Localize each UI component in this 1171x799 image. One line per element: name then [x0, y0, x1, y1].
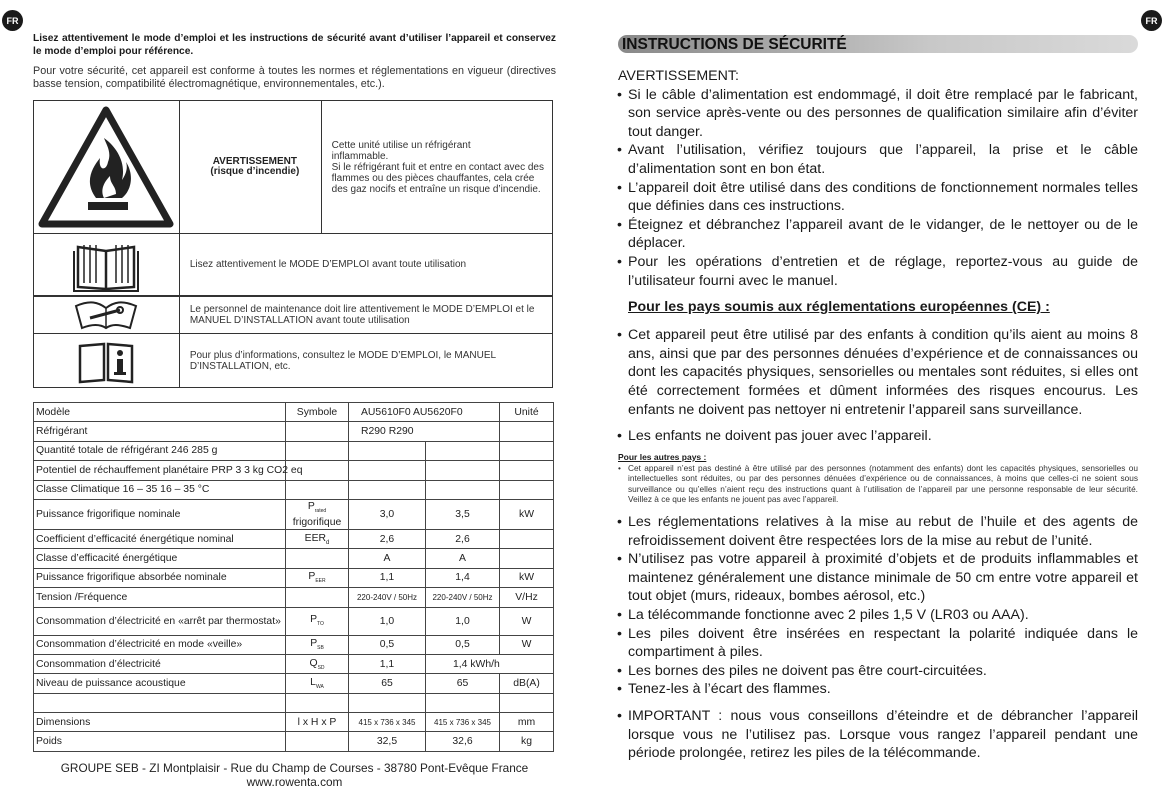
weight-value-1: 32,5 [349, 732, 426, 751]
absorbed-label: Puissance frigorifique absorbée nominale [34, 568, 286, 587]
warning-text-2: inflammable. [331, 150, 389, 162]
voltage-value-1: 220-240V / 50Hz [349, 588, 426, 607]
intro-bold-text: Lisez attentivement le mode d’emploi et les instructions de sécurité avant d’utiliser l’appareil et conservez le mode d’emploi pour référence. [33, 33, 556, 57]
dimensions-label: Dimensions [34, 713, 286, 732]
refrigerant-label: Réfrigérant [34, 422, 286, 441]
bullet-item: • Les piles doivent être insérées en respectant la polarité indiquée dans le compartiment à piles. [618, 625, 1138, 662]
spec-row-standby [34, 635, 554, 654]
bullet-item: • N’utilisez pas votre appareil à proximité d’objets et de produits inflammables et maintenez généralement une distance minimale de 50 cm entre votre appareil et tout objet (murs, rideaux, bombes aérosol, etc.) [618, 550, 1138, 606]
dimensions-unit: mm [500, 713, 554, 732]
maintenance-icon-cell [34, 296, 180, 334]
symbol-table [33, 100, 553, 388]
thermostat-label: Consommation d’électricité en «arrêt par thermostat» [34, 607, 286, 635]
thermostat-value-1: 1,0 [349, 607, 426, 635]
maintenance-text: Le personnel de maintenance doit lire attentivement le MODE D’EMPLOI et le MANUEL D’INSTALLATION avant toute utilisation [179, 296, 552, 334]
eer-symbol [286, 529, 349, 548]
bullet-item: • Les enfants ne doivent pas jouer avec l’appareil. [618, 427, 1138, 446]
dimensions-value-2: 415 x 736 x 345 [426, 713, 500, 732]
symbol-row-manual [34, 234, 553, 296]
consumption-symbol-main: Q [309, 657, 318, 669]
section-heading-bar [618, 35, 1138, 53]
eer-value-1: 2,6 [349, 529, 426, 548]
spec-row-dimensions [34, 713, 554, 732]
energy-class-label: Classe d’efficacité énergétique [34, 549, 286, 568]
spec-header-row [34, 403, 554, 422]
spec-row-blank [34, 693, 554, 712]
left-page [33, 33, 556, 752]
flame-warning-cell [34, 101, 180, 234]
footer [33, 761, 556, 789]
spec-row-voltage [34, 588, 554, 607]
cooling-symbol [286, 499, 349, 529]
absorbed-unit: kW [500, 568, 554, 587]
cooling-symbol-line2: frigorifique [292, 516, 342, 528]
flammable-warning-icon [34, 102, 178, 233]
eer-symbol-main: EER [304, 532, 327, 544]
absorbed-symbol [286, 568, 349, 587]
spec-row-energy-class [34, 549, 554, 568]
standby-symbol-main: P [310, 638, 318, 650]
refrigerant-value: R290 R290 [349, 422, 500, 441]
info-text: Pour plus d’informations, consultez le MODE D’EMPLOI, le MANUEL D’INSTALLATION, etc. [179, 334, 552, 388]
absorbed-symbol-main: P [308, 571, 316, 583]
cooling-unit: kW [500, 499, 554, 529]
noise-label: Niveau de puissance acoustique [34, 674, 286, 693]
intro-text: Pour votre sécurité, cet appareil est conforme à toutes les normes et réglementations en vigueur (directives basse tension, compatibilité électromagnétique, environnementales, etc.). [33, 65, 556, 90]
eer-value-2: 2,6 [426, 529, 500, 548]
header-symbol: Symbole [286, 403, 349, 422]
dimensions-value-1: 415 x 736 x 345 [349, 713, 426, 732]
bullet-item: • Si le câble d’alimentation est endommagé, il doit être remplacé par le fabricant, son service après-vente ou des personnes de qualification similaire afin d’éviter tout danger. [618, 86, 1138, 142]
info-book-icon [34, 336, 178, 386]
language-badge-left: FR [2, 10, 23, 31]
standby-value-1: 0,5 [349, 635, 426, 654]
thermostat-unit: W [500, 607, 554, 635]
noise-value-2: 65 [426, 674, 500, 693]
warning-label: AVERTISSEMENT: [618, 68, 739, 84]
noise-value-1: 65 [349, 674, 426, 693]
spec-row-thermostat [34, 607, 554, 635]
consumption-symbol [286, 654, 349, 673]
voltage-label: Tension /Fréquence [34, 588, 286, 607]
energy-class-value-1: A [349, 549, 426, 568]
symbol-row-info [34, 334, 553, 388]
other-countries-text: • Cet appareil n’est pas destiné à être utilisé par des personnes (notamment des enfants) dont les capacités physiques, sensorielles ou intellectuelles sont réduites, ou par des personnes dénuées d’expérience ou de connaissances, à moins que celles-ci ne soient sous surveillance ou qu’elles n’aient reçu des instructions quant à l’utilisation de l’appareil par une personne responsable de leur sécurité. Veillez à ce que les enfants ne jouent pas avec l’appareil. [618, 463, 1138, 505]
warning-text-3: Si le réfrigérant fuit et entre en contact avec des flammes ou des pièces chauffantes, cela crée des gaz nocifs et entraîne un risque d’incendie. [331, 161, 544, 195]
book-icon [34, 235, 178, 293]
spec-row-noise [34, 674, 554, 693]
warning-subtitle: (risque d’incendie) [210, 166, 300, 177]
spec-row-cooling [34, 499, 554, 529]
spec-row-refrigerant [34, 422, 554, 441]
info-icon-cell [34, 334, 180, 388]
warning-title-cell [179, 101, 321, 234]
bullet-item: • Pour les opérations d’entretien et de réglage, reportez-vous au guide de l’utilisateur fourni avec le manuel. [618, 253, 1138, 290]
voltage-unit: V/Hz [500, 588, 554, 607]
important-note: • IMPORTANT : nous vous conseillons d’éteindre et de débrancher l’appareil lorsque vous ne l’utilisez pas. Lorsque vous rangez l’appareil pendant une période prolongée, retirez les piles de la télécommande. [618, 707, 1138, 763]
manual-text: Lisez attentivement le MODE D’EMPLOI avant toute utilisation [179, 234, 552, 296]
warning-text-cell [321, 101, 552, 234]
bullet-item: • Avant l’utilisation, vérifiez toujours que l’appareil, la prise et le câble d’alimentation sont en bon état. [618, 141, 1138, 178]
eer-label: Coefficient d’efficacité énergétique nominal [34, 529, 286, 548]
weight-unit: kg [500, 732, 554, 751]
standby-symbol [286, 635, 349, 654]
spec-table [33, 402, 554, 752]
noise-unit: dB(A) [500, 674, 554, 693]
bullet-item: • Les réglementations relatives à la mise au rebut de l’huile et des agents de refroidissement doivent être respectées lors de la mise au rebut de l’unité. [618, 513, 1138, 550]
bullet-item: • Tenez-les à l’écart des flammes. [618, 680, 1138, 699]
bullet-item: • L’appareil doit être utilisé dans des conditions de fonctionnement normales telles que définies dans ces instructions. [618, 179, 1138, 216]
right-page [618, 67, 1138, 763]
spec-row-weight [34, 732, 554, 751]
prp-label: Potentiel de réchauffement planétaire PRP 3 3 kg CO2 eq [34, 461, 286, 480]
spec-row-climate [34, 480, 554, 499]
absorbed-value-1: 1,1 [349, 568, 426, 587]
language-badge-right: FR [1141, 10, 1162, 31]
spec-row-absorbed [34, 568, 554, 587]
warning-text-1: Cette unité utilise un réfrigérant [331, 139, 471, 151]
spec-row-quantity [34, 441, 554, 460]
consumption-value-1: 1,1 [349, 654, 426, 673]
spec-row-prp [34, 461, 554, 480]
other-countries-heading: Pour les autres pays : [618, 451, 707, 462]
thermostat-value-2: 1,0 [426, 607, 500, 635]
maintenance-book-icon [34, 298, 178, 332]
header-models [349, 403, 500, 422]
cooling-label: Puissance frigorifique nominale [34, 499, 286, 529]
voltage-value-2: 220-240V / 50Hz [426, 588, 500, 607]
quantity-label: Quantité totale de réfrigérant 246 285 g [34, 441, 286, 460]
climate-label: Classe Climatique 16 – 35 16 – 35 °C [34, 480, 286, 499]
consumption-label: Consommation d’électricité [34, 654, 286, 673]
bullet-item: • La télécommande fonctionne avec 2 piles 1,5 V (LR03 ou AAA). [618, 606, 1138, 625]
noise-symbol [286, 674, 349, 693]
standby-value-2: 0,5 [426, 635, 500, 654]
cooling-value-1: 3,0 [349, 499, 426, 529]
weight-value-2: 32,6 [426, 732, 500, 751]
header-models-text: AU5610F0 AU5620F0 [361, 406, 463, 418]
absorbed-value-2: 1,4 [426, 568, 500, 587]
noise-symbol-main: L [310, 676, 316, 688]
thermostat-symbol [286, 607, 349, 635]
energy-class-value-2: A [426, 549, 500, 568]
manual-icon-cell [34, 234, 180, 296]
standby-unit: W [500, 635, 554, 654]
standby-symbol-sub: SB [317, 645, 324, 652]
consumption-symbol-sub: SD [317, 664, 325, 671]
eer-unit [500, 529, 554, 548]
section-heading: INSTRUCTIONS DE SÉCURITÉ [622, 36, 847, 53]
footer-address: GROUPE SEB - ZI Montplaisir - Rue du Champ de Courses - 38780 Pont-Evêque France [60, 761, 529, 775]
cooling-symbol-main: P [307, 500, 315, 512]
weight-label: Poids [34, 732, 286, 751]
cooling-symbol-sub: rated [314, 507, 327, 514]
bullet-item: • Les bornes des piles ne doivent pas être court-circuitées. [618, 662, 1138, 681]
header-unit: Unité [500, 403, 554, 422]
thermostat-symbol-sub: TO [317, 621, 324, 628]
absorbed-symbol-sub: EER [315, 578, 326, 585]
header-model: Modèle [34, 403, 286, 422]
spec-row-eer [34, 529, 554, 548]
symbol-row-maintenance [34, 296, 553, 334]
cooling-value-2: 3,5 [426, 499, 500, 529]
thermostat-symbol-main: P [310, 614, 318, 626]
dimensions-symbol: l x H x P [286, 713, 349, 732]
warning-title: AVERTISSEMENT [212, 156, 297, 167]
bullet-item: • Cet appareil peut être utilisé par des enfants à condition qu’ils aient au moins 8 ans, ainsi que par des personnes dénuées d’expérience et de connaissances ou dont les capacités physiques, sensorielles ou mentales sont réduites, si elles ont été correctement formées et dûment informées des risques encourus. Les enfants ne doivent pas nettoyer ni entretenir l’appareil sans surveillance. [618, 326, 1138, 419]
footer-website: www.rowenta.com [246, 775, 343, 789]
eer-symbol-sub: d [326, 539, 330, 546]
eu-heading: Pour les pays soumis aux réglementations européennes (CE) : [628, 299, 1050, 316]
consumption-value-2: 1,4 kWh/h [426, 654, 554, 673]
spec-row-consumption [34, 654, 554, 673]
warning-row [34, 101, 553, 234]
noise-symbol-sub: WA [315, 684, 324, 691]
standby-label: Consommation d’électricité en mode «veille» [34, 635, 286, 654]
bullet-item: • Éteignez et débranchez l’appareil avant de le vidanger, de le nettoyer ou de le déplacer. [618, 216, 1138, 253]
